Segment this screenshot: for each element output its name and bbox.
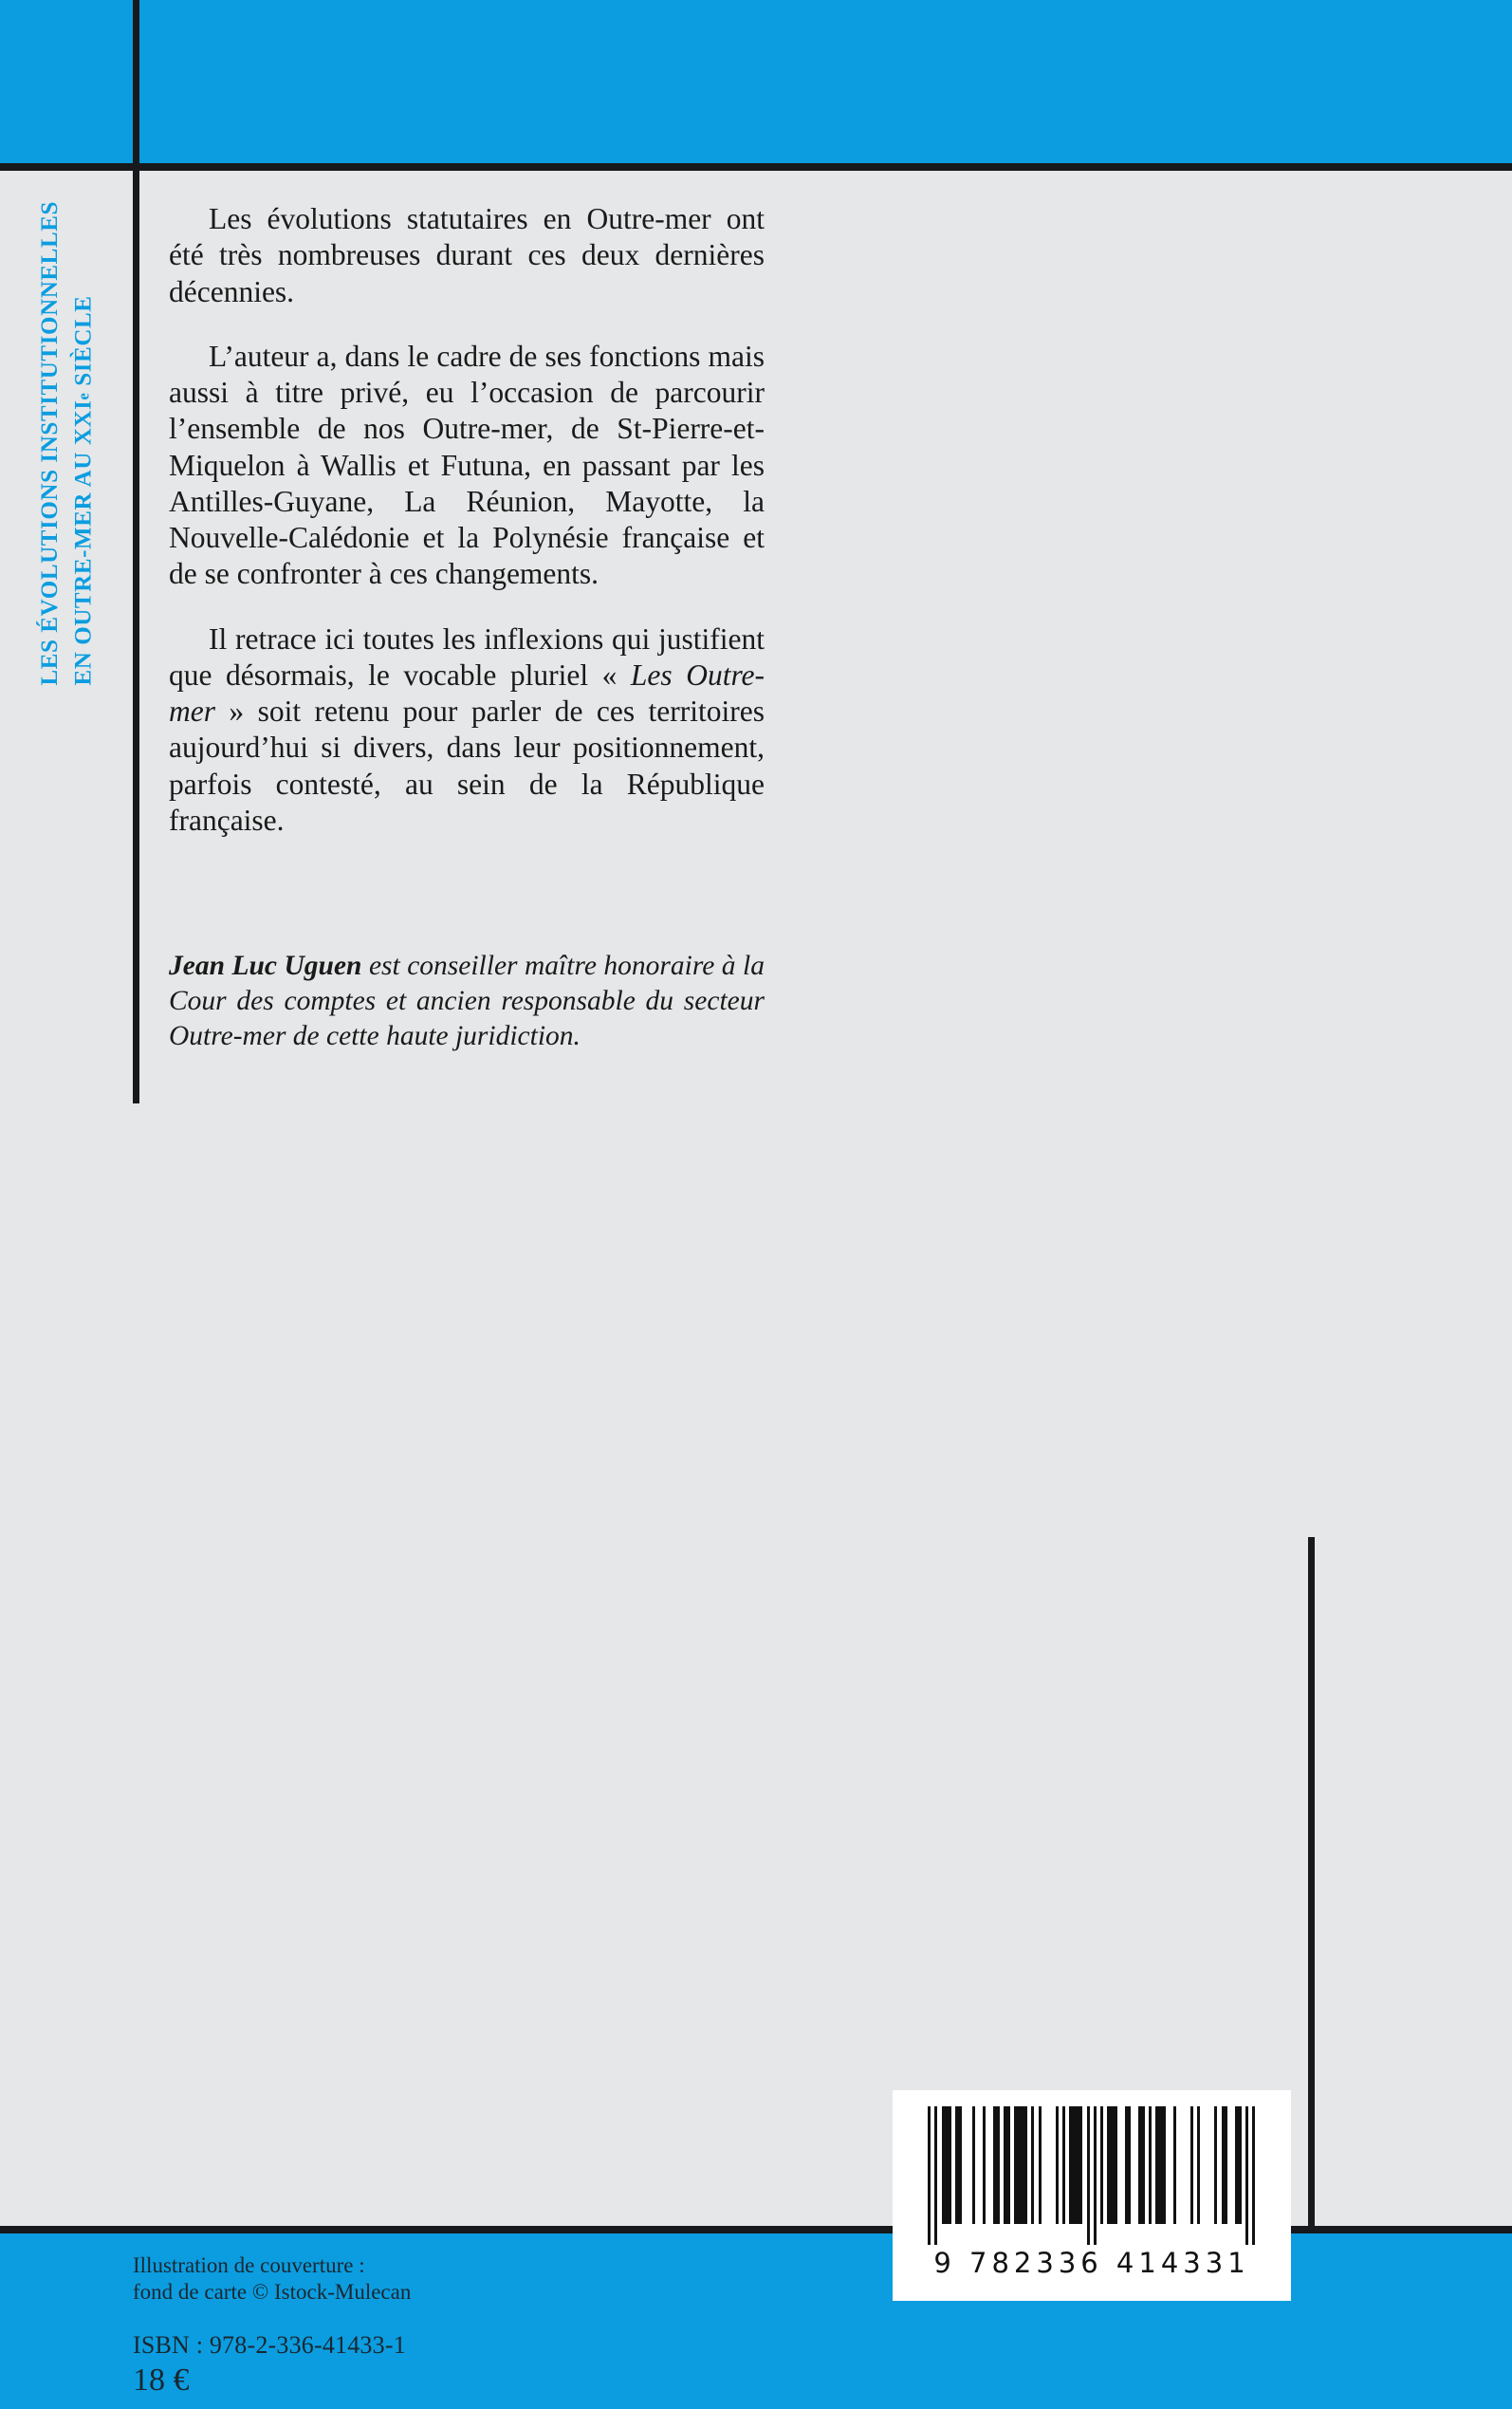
barcode-digits: 9 782336 414331: [933, 2247, 1250, 2279]
isbn-text: ISBN : 978-2-336-41433-1: [133, 2331, 406, 2359]
barcode-bars: [928, 2106, 1256, 2245]
credit-line-2: fond de carte © Istock-Mulecan: [133, 2280, 412, 2305]
top-vertical-rule: [133, 0, 139, 171]
blurb-paragraph-3: [169, 621, 765, 840]
ean-barcode: [893, 2090, 1291, 2301]
vertical-title-text: [33, 201, 101, 686]
ordinal-suffix: e: [74, 392, 92, 400]
top-horizontal-rule: [0, 163, 1512, 171]
author-name: Jean Luc Uguen: [169, 951, 362, 981]
vertical-title-line-2: [66, 201, 101, 686]
vertical-title-line-2-tail: SIÈCLE: [70, 295, 96, 393]
credit-line-1: Illustration de couverture :: [133, 2253, 365, 2277]
blurb-paragraph-1: Les évolutions statutaires en Outre-mer ont été très nombreuses durant ces deux dernières décennies.: [169, 202, 765, 308]
right-vertical-rule: [1308, 1537, 1315, 2230]
blurb-paragraph-3-part-1: Il retrace ici toutes les inflexions qui justifient que désormais, le vocable pluriel «: [169, 621, 765, 692]
cover-illustration-credit: [133, 2252, 541, 2306]
author-biography: [169, 949, 765, 1054]
blurb-quoted-term: Les Outre-mer: [169, 658, 765, 729]
blurb-paragraph-3-part-2: » soit retenu pour parler de ces territoires aujourd’hui si divers, dans leur positionnement, parfois contesté, au sein de la République française.: [169, 695, 765, 837]
vertical-title-line-2-main: EN OUTRE-MER AU XXI: [70, 399, 96, 686]
blurb-paragraph-2: L’auteur a, dans le cadre de ses fonctions mais aussi à titre privé, eu l’occasion de parcourir l’ensemble de nos Outre-mer, de St-Pierre-et-Miquelon à Wallis et Futuna, en passant par les Antilles-Guyane, La Réunion, Mayotte, la Nouvelle-Calédonie et la Polynésie française et de se confronter à ces changements.: [169, 339, 765, 591]
price-text: 18 €: [133, 2363, 190, 2398]
vertical-book-title: [0, 169, 133, 1103]
left-vertical-rule: [133, 169, 139, 1103]
author-bio-text: est conseiller maître honoraire à la Cour des comptes et ancien responsable du secteur Outre-mer de cette haute juridiction.: [169, 951, 765, 1052]
back-cover-blurb: [169, 201, 765, 839]
vertical-title-line-1: LES ÉVOLUTIONS INSTITUTIONNELLES: [36, 201, 63, 686]
